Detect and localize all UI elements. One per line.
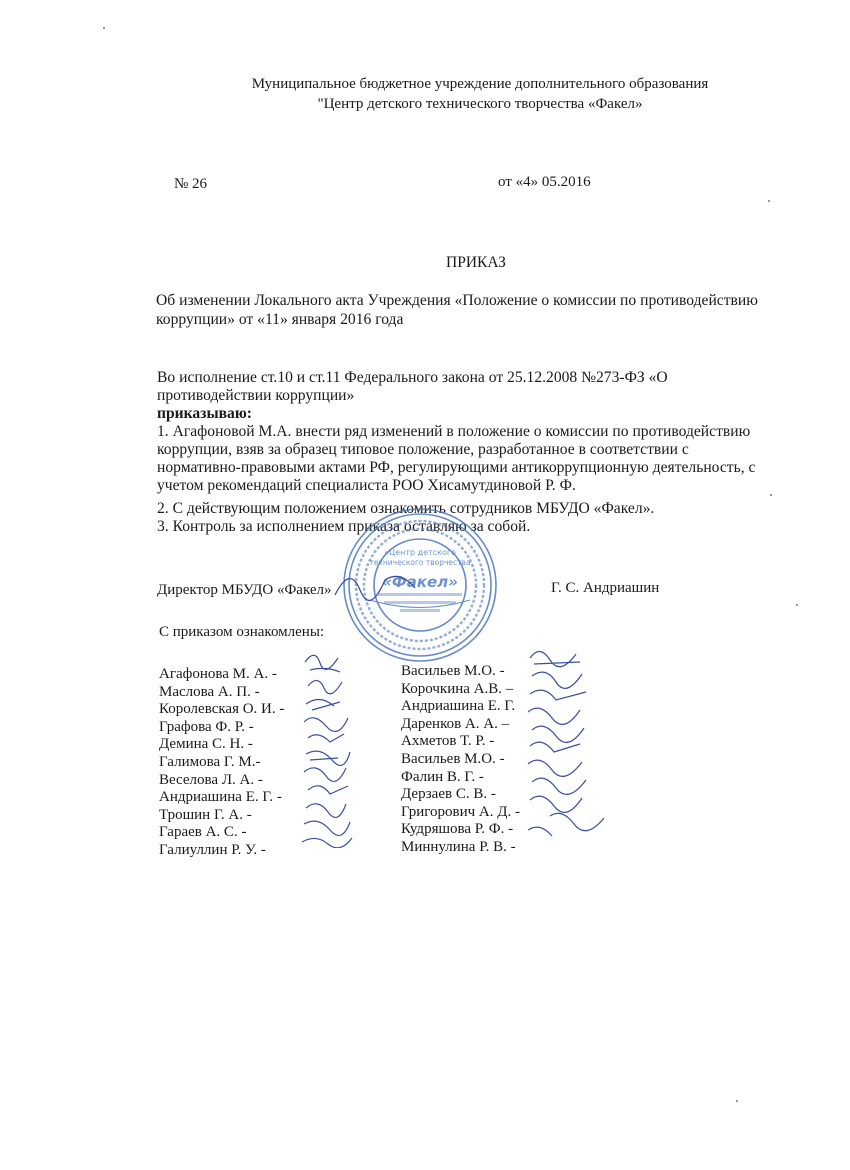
list-item: Демина С. Н. -: [159, 736, 253, 753]
list-item: Галиуллин Р. У. -: [159, 841, 266, 858]
acquainted-left-column: [159, 666, 284, 860]
subject-line1: Об изменении Локального акта Учреждения «Положение о комиссии по противодействию: [156, 292, 758, 309]
director-name: Г. С. Андриашин: [551, 580, 660, 596]
order-title: ПРИКАЗ: [446, 254, 506, 271]
list-item: Васильев М.О. -: [401, 750, 505, 767]
preamble-line2: противодействии коррупции»: [157, 387, 355, 404]
list-item: Маслова А. П. -: [159, 683, 260, 700]
list-item: Гараев А. С. -: [159, 824, 247, 841]
scan-speck: [796, 604, 798, 606]
list-item: Андриашина Е. Г.: [401, 698, 516, 715]
scan-speck: [736, 1100, 738, 1102]
list-item: Григорович А. Д. -: [401, 803, 520, 820]
org-name-line2: "Центр детского технического творчества «Факел»: [317, 96, 643, 112]
item1-line3: нормативно-правовыми актами РФ, регулирующими антикоррупционную деятельность, с: [157, 459, 756, 476]
scan-speck: [770, 494, 772, 496]
scan-speck: [768, 200, 770, 202]
scan-speck: [103, 27, 105, 29]
list-item: Кудряшова Р. Ф. -: [401, 821, 514, 838]
seal-center-line3: «Факел»: [382, 573, 458, 591]
subject-line2: коррупции» от «11» января 2016 года: [156, 311, 404, 328]
item3: 3. Контроль за исполнением приказа оставляю за собой.: [157, 518, 531, 535]
list-item: Веселова Л. А. -: [159, 771, 263, 788]
seal-center-line2: технического творчества: [369, 558, 471, 567]
list-item: Даренков А. А. –: [401, 715, 510, 732]
list-item: Васильев М.О. -: [401, 663, 505, 679]
list-item: Агафонова М. А. -: [159, 666, 277, 682]
order-number: № 26: [174, 176, 208, 192]
order-word: приказываю:: [157, 405, 252, 422]
list-item: Дерзаев С. В. -: [401, 786, 496, 803]
list-item: Трошин Г. А. -: [159, 806, 252, 823]
item1-line1: 1. Агафоновой М.А. внести ряд изменений в положение о комиссии по противодействию: [157, 423, 751, 440]
list-item: Корочкина А.В. –: [401, 680, 514, 697]
list-item: Галимова Г. М.-: [159, 753, 261, 770]
org-name-line1: Муниципальное бюджетное учреждение дополнительного образования: [251, 76, 709, 92]
list-item: Фалин В. Г. -: [401, 768, 484, 785]
right-column-signatures: [510, 640, 610, 840]
item2: 2. С действующим положением ознакомить сотрудников МБУДО «Факел».: [157, 500, 655, 517]
list-item: Миннулина Р. В. -: [401, 838, 516, 855]
director-position: Директор МБУДО «Факел»: [157, 582, 332, 598]
order-date: от «4» 05.2016: [498, 174, 591, 190]
acquainted-right-column: [401, 663, 520, 857]
left-column-signatures: [290, 648, 360, 848]
item1-line2: коррупции, взяв за образец типовое положение, разработанное в соответствии с: [157, 441, 689, 458]
preamble-line1: Во исполнение ст.10 и ст.11 Федерального закона от 25.12.2008 №273-ФЗ «О: [157, 369, 668, 386]
list-item: Королевская О. И. -: [159, 701, 285, 718]
list-item: Графова Ф. Р. -: [159, 718, 254, 735]
item1-line4: учетом рекомендаций специалиста РОО Хисамутдиновой Р. Ф.: [157, 477, 576, 494]
seal-center-line1: «Центр детского: [384, 548, 456, 557]
director-signature: [330, 560, 420, 610]
acquainted-label: С приказом ознакомлены:: [159, 624, 325, 640]
list-item: Ахметов Т. Р. -: [401, 733, 495, 750]
list-item: Андриашина Е. Г. -: [159, 789, 282, 806]
